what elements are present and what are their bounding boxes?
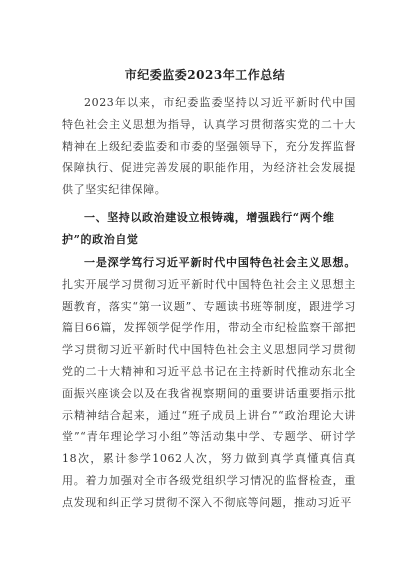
body-paragraph	[62, 252, 356, 514]
body-lead-sentence: 一是深学笃行习近平新时代中国特色社会主义思想。	[84, 256, 356, 269]
section-heading: 一、坚持以政治建设立根铸魂，增强践行“两个维护”的政治自觉	[62, 211, 335, 246]
body-text: 扎实开展学习贯彻习近平新时代中国特色社会主义思想主题教育，落实“第一议题”、专题读书班等制度，跟进学习篇目66篇，发挥领学促学作用，带动全市纪检监察干部把学习贯彻习近平新时代中国特色社会主义思想同学习贯彻党的二十大精神和习近平总书记在主持新时代推动东北全面振兴座谈会以及在我省视察期间的重要讲话重要指示批示精神结合起来，通过“班子成员上讲台”“政治理论大讲堂”“青年理论学习小组”等活动集中学、专题学、研讨学18次，累计参学1062人次，努力做到真学真懂真信真用。着力加强对全市各级党组织学习情况的监督检查，重点发现和纠正学习贯彻不深入不彻底等问题，推动习近平	[62, 277, 356, 509]
document-title: 市纪委监委2023年工作总结	[124, 68, 286, 82]
intro-paragraph: 2023年以来，市纪委监委坚持以习近平新时代中国特色社会主义思想为指导，认真学习贯彻落实党的二十大精神在上级纪委监委和市委的坚强领导下，充分发挥监督保障执行、促进完善发展的职能作用，为经济社会发展提供了坚实纪律保障。	[62, 96, 356, 197]
